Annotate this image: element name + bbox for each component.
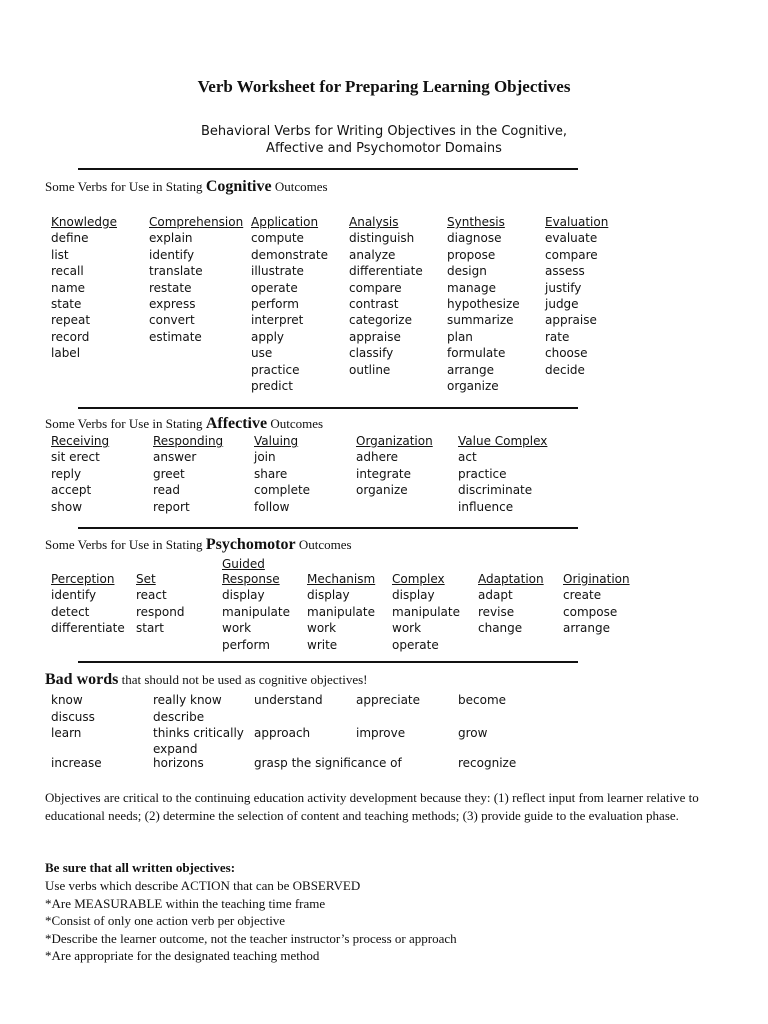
verb-item: list [51, 247, 69, 262]
be-sure-item: Use verbs which describe ACTION that can be OBSERVED [45, 878, 361, 893]
verb-item: plan [447, 329, 473, 344]
cognitive-column-application [251, 214, 328, 394]
verb-item: estimate [149, 329, 202, 344]
psychomotor-column-header: Adaptation [478, 572, 544, 586]
verb-item: display [307, 588, 350, 603]
bad-word-item: recognize [458, 756, 517, 770]
verb-item: categorize [349, 313, 412, 328]
verb-item: name [51, 280, 86, 295]
verb-item: outline [349, 362, 391, 377]
verb-item: organize [356, 483, 408, 498]
guided-prefix: Guided [222, 557, 265, 571]
verb-item: greet [153, 466, 185, 481]
bad-words-heading [45, 671, 367, 689]
verb-item: create [563, 588, 602, 603]
verb-item: choose [545, 346, 588, 361]
psychomotor-heading [45, 536, 352, 554]
psychomotor-column-header: Response [222, 572, 280, 586]
verb-item: display [222, 588, 265, 603]
psychomotor-column-header: Complex [392, 572, 445, 586]
bad-word-item: really know [153, 693, 222, 707]
verb-item: compute [251, 231, 304, 246]
affective-column-receiving [51, 433, 109, 515]
verb-item: appraise [349, 329, 401, 344]
verb-item: influence [458, 499, 514, 514]
bad-word-item: horizons [153, 756, 204, 770]
verb-item: formulate [447, 346, 506, 361]
verb-item: hypothesize [447, 297, 520, 312]
verb-item: share [254, 466, 288, 481]
verb-item: compose [563, 604, 618, 619]
cognitive-column-header: Knowledge [51, 215, 117, 229]
cognitive-column-synthesis [447, 214, 520, 394]
verb-item: adhere [356, 450, 399, 465]
verb-item: contrast [349, 297, 399, 312]
page-title: Verb Worksheet for Preparing Learning Objectives [197, 77, 571, 96]
subtitle-line-2: Affective and Psychomotor Domains [266, 141, 502, 156]
verb-item: work [392, 621, 422, 636]
bad-word-item: appreciate [356, 693, 421, 707]
cognitive-column-header: Evaluation [545, 215, 609, 229]
verb-item: differentiate [349, 264, 423, 279]
verb-item: complete [254, 483, 311, 498]
verb-item: express [149, 297, 196, 312]
psychomotor-column-header: Perception [51, 572, 115, 586]
bad-word-item: increase [51, 756, 102, 770]
divider-top [78, 168, 578, 170]
be-sure-item: *Consist of only one action verb per objective [45, 913, 286, 929]
verb-item: compare [349, 280, 402, 295]
verb-item: respond [136, 604, 185, 619]
bad-word-item: grasp the significance of [254, 756, 402, 770]
divider-psychomotor [78, 661, 578, 663]
be-sure-heading: Be sure that all written objectives: [45, 860, 236, 875]
bad-word-item: understand [254, 693, 323, 707]
verb-item: repeat [51, 313, 91, 328]
cognitive-column-evaluation [545, 214, 608, 378]
psychomotor-column-adaptation [478, 571, 544, 637]
verb-item: differentiate [51, 621, 125, 636]
verb-item: change [478, 621, 523, 636]
verb-item: write [307, 637, 338, 652]
cognitive-heading-prefix: Some Verbs for Use in Stating [45, 179, 203, 194]
bad-word-item: improve [356, 726, 406, 740]
verb-item: organize [447, 379, 499, 394]
verb-item: report [153, 499, 190, 514]
cognitive-column-analysis [349, 214, 423, 378]
verb-item: arrange [447, 362, 494, 377]
verb-item: identify [149, 247, 195, 262]
subtitle-line-1: Behavioral Verbs for Writing Objectives in the Cognitive, [200, 124, 568, 139]
affective-column-header: Responding [153, 434, 224, 448]
verb-item: perform [251, 297, 299, 312]
verb-item: practice [251, 362, 300, 377]
bad-word-item: approach [254, 726, 311, 740]
cognitive-column-header: Analysis [349, 215, 399, 229]
psychomotor-column-set [136, 571, 185, 637]
verb-item: reply [51, 466, 82, 481]
affective-column-valuing [254, 433, 310, 515]
verb-item: judge [545, 297, 579, 312]
verb-item: compare [545, 247, 598, 262]
verb-item: summarize [447, 313, 514, 328]
verb-item: manipulate [392, 604, 460, 619]
objectives-paragraph: Objectives are critical to the continuing education activity development because they: (1) reflect input from learner relative to educational needs; (2) determine the selection of content and teaching methods; (3) provide guide to the evaluation phase. [45, 790, 699, 823]
verb-item: detect [51, 604, 90, 619]
verb-item: illustrate [251, 264, 304, 279]
verb-item: accept [51, 483, 92, 498]
verb-item: assess [545, 264, 585, 279]
verb-item: sit erect [51, 450, 100, 465]
divider-affective [78, 527, 578, 529]
verb-item: justify [545, 280, 582, 295]
verb-item: translate [149, 264, 203, 279]
cognitive-column-header: Synthesis [447, 215, 505, 229]
cognitive-heading [45, 178, 328, 196]
bad-word-item: become [458, 693, 507, 707]
psychomotor-column-perception [51, 571, 125, 637]
verb-item: define [51, 231, 89, 246]
affective-heading-suffix: Outcomes [270, 416, 324, 431]
verb-item: appraise [545, 313, 597, 328]
affective-heading [45, 415, 323, 433]
bad-word-item: describe [153, 710, 205, 724]
verb-item: react [136, 588, 167, 603]
verb-item: record [51, 329, 90, 344]
cognitive-column-knowledge [51, 214, 117, 362]
affective-column-responding [153, 433, 223, 515]
verb-item: arrange [563, 621, 610, 636]
psychomotor-heading-suffix: Outcomes [298, 537, 352, 552]
psychomotor-column-header: Origination [563, 572, 630, 586]
cognitive-heading-suffix: Outcomes [274, 179, 328, 194]
be-sure-list [45, 877, 457, 965]
psychomotor-column-origination [563, 571, 630, 637]
verb-item: predict [251, 379, 293, 394]
affective-column-value-complex [458, 433, 547, 515]
cognitive-column-header: Application [251, 215, 319, 229]
verb-item: operate [392, 637, 439, 652]
psychomotor-heading-prefix: Some Verbs for Use in Stating [45, 537, 203, 552]
verb-item: read [153, 483, 181, 498]
verb-item: demonstrate [251, 247, 328, 262]
verb-item: analyze [349, 247, 396, 262]
verb-item: start [136, 621, 164, 636]
cognitive-column-header: Comprehension [149, 215, 244, 229]
bad-word-item: learn [51, 726, 82, 740]
verb-item: classify [349, 346, 394, 361]
verb-item: integrate [356, 466, 412, 481]
verb-item: manipulate [222, 604, 290, 619]
verb-item: evaluate [545, 231, 598, 246]
bad-words-label: Bad words [45, 671, 119, 688]
verb-item: revise [478, 604, 515, 619]
verb-item: recall [51, 264, 84, 279]
verb-item: answer [153, 450, 197, 465]
bad-word-item: discuss [51, 710, 95, 724]
verb-item: decide [545, 362, 585, 377]
affective-column-header: Value Complex [458, 434, 548, 448]
psychomotor-column-header: Mechanism [307, 572, 376, 586]
verb-item: label [51, 346, 81, 361]
affective-column-header: Valuing [254, 434, 299, 448]
verb-item: restate [149, 280, 192, 295]
verb-item: perform [222, 637, 270, 652]
psychomotor-column-complex [392, 571, 460, 653]
verb-item: join [254, 450, 276, 465]
verb-item: state [51, 297, 82, 312]
verb-item: apply [251, 329, 285, 344]
be-sure-item: *Are appropriate for the designated teaching method [45, 948, 320, 964]
verb-item: practice [458, 466, 507, 481]
be-sure-item: *Are MEASURABLE within the teaching time frame [45, 895, 326, 911]
bad-word-item: expand [153, 742, 198, 756]
verb-item: distinguish [349, 231, 415, 246]
verb-item: diagnose [447, 231, 502, 246]
verb-item: manage [447, 280, 497, 295]
verb-item: act [458, 450, 477, 465]
verb-item: interpret [251, 313, 304, 328]
verb-item: adapt [478, 588, 513, 603]
affective-column-header: Organization [356, 434, 433, 448]
verb-item: convert [149, 313, 195, 328]
bad-words-description: that should not be used as cognitive objectives! [121, 672, 368, 687]
verb-item: operate [251, 280, 298, 295]
verb-item: show [51, 499, 83, 514]
verb-item: identify [51, 588, 97, 603]
verb-item: display [392, 588, 435, 603]
verb-item: explain [149, 231, 193, 246]
psychomotor-column-response [222, 571, 290, 653]
verb-item: rate [545, 329, 570, 344]
be-sure-item: *Describe the learner outcome, not the teacher instructor’s process or approach [45, 930, 457, 946]
verb-item: discriminate [458, 483, 533, 498]
divider-cognitive [78, 407, 578, 409]
psychomotor-domain-label: Psychomotor [205, 536, 296, 553]
verb-item: use [251, 346, 273, 361]
verb-item: work [222, 621, 252, 636]
affective-column-organization [356, 433, 433, 499]
affective-domain-label: Affective [205, 415, 268, 432]
verb-item: manipulate [307, 604, 375, 619]
bad-word-item: thinks critically [153, 726, 244, 740]
bad-word-item: grow [458, 726, 488, 740]
affective-heading-prefix: Some Verbs for Use in Stating [45, 416, 203, 431]
psychomotor-column-mechanism [307, 571, 375, 653]
psychomotor-column-header: Set [136, 572, 156, 586]
verb-item: design [447, 264, 487, 279]
verb-item: follow [254, 499, 290, 514]
verb-item: work [307, 621, 337, 636]
cognitive-column-comprehension [149, 214, 243, 345]
affective-column-header: Receiving [51, 434, 110, 448]
cognitive-domain-label: Cognitive [205, 178, 272, 195]
bad-word-item: know [51, 693, 83, 707]
verb-item: propose [447, 247, 496, 262]
